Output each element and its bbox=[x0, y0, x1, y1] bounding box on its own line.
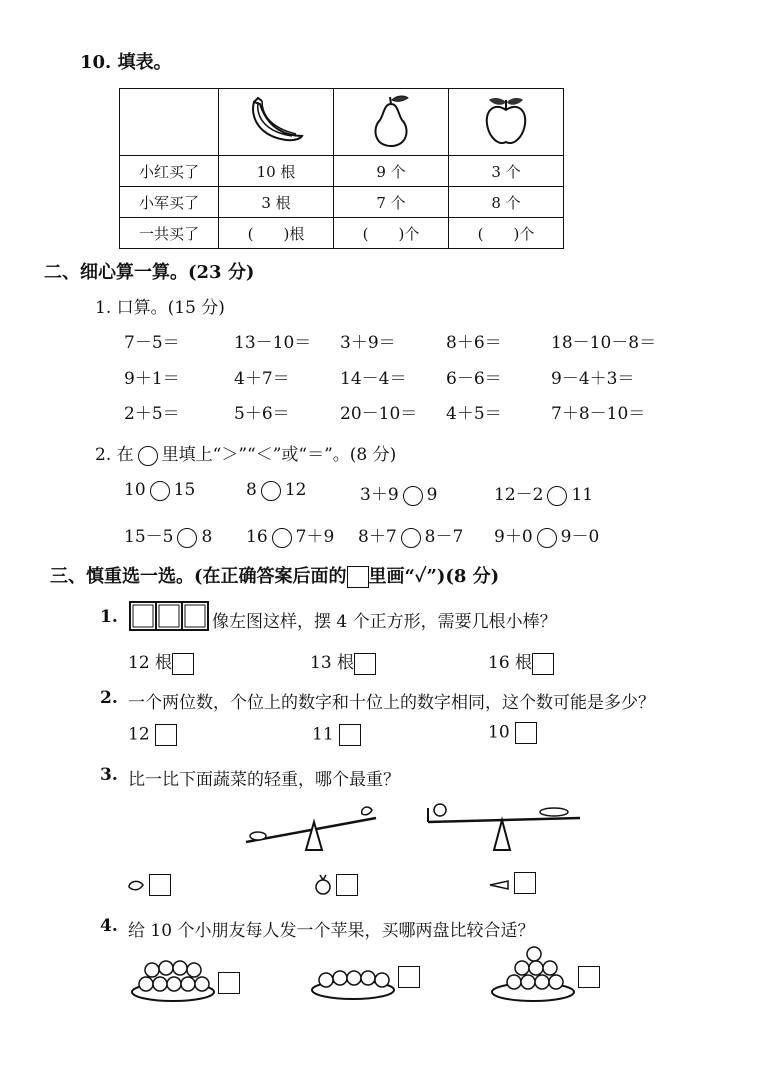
compare-circle[interactable] bbox=[150, 481, 170, 501]
calc-item[interactable]: 13－10＝ bbox=[234, 333, 312, 353]
q4-text: 给 10 个小朋友每人发一个苹果，买哪两盘比较合适？ bbox=[128, 921, 535, 941]
compare-left: 12－2 bbox=[494, 485, 544, 505]
apple-plate-2-icon bbox=[310, 958, 396, 1002]
matchstick-squares-icon bbox=[128, 600, 210, 632]
compare-left: 10 bbox=[124, 480, 146, 500]
compare-left: 8 bbox=[246, 480, 257, 500]
calc-item[interactable]: 9－4＋3＝ bbox=[551, 369, 635, 389]
carrot-icon bbox=[540, 808, 568, 816]
leaf-vegetable-icon bbox=[127, 877, 147, 893]
q1-option bbox=[310, 648, 376, 675]
section3-title bbox=[50, 562, 499, 588]
banana-icon bbox=[246, 96, 306, 148]
option-label: 11 bbox=[312, 724, 334, 745]
answer-pear[interactable]: ( )个 bbox=[334, 218, 449, 249]
answer-box[interactable] bbox=[155, 724, 177, 746]
compare-item bbox=[360, 480, 437, 506]
q2-option bbox=[128, 724, 177, 746]
compare-item bbox=[124, 480, 195, 501]
q10-title: 10. 填表。 bbox=[80, 52, 172, 73]
calc-item[interactable]: 4＋5＝ bbox=[446, 404, 502, 424]
calc-item[interactable]: 4＋7＝ bbox=[234, 369, 290, 389]
answer-box[interactable] bbox=[218, 972, 240, 994]
q1-number: 1. bbox=[100, 607, 118, 627]
q2-option bbox=[312, 724, 361, 746]
option-label: 13 根 bbox=[310, 653, 355, 673]
calc-item[interactable]: 5＋6＝ bbox=[234, 404, 290, 424]
compare-right: 8 bbox=[201, 527, 213, 547]
section3-title-a: 三、慎重选一选。(在正确答案后面的 bbox=[50, 566, 347, 587]
answer-box[interactable] bbox=[578, 966, 600, 988]
seesaw-1-icon bbox=[236, 800, 386, 856]
apple-header bbox=[449, 89, 564, 156]
compare-item bbox=[358, 522, 463, 548]
row-label: 一共买了 bbox=[120, 218, 219, 249]
compare-title-a: 2. 在 bbox=[95, 445, 134, 465]
square-icon bbox=[347, 566, 369, 588]
compare-item bbox=[246, 522, 334, 548]
q3-text: 比一比下面蔬菜的轻重，哪个最重？ bbox=[128, 770, 400, 790]
compare-item bbox=[494, 480, 593, 506]
compare-left: 15－5 bbox=[124, 527, 174, 547]
calc-item[interactable]: 18－10－8＝ bbox=[551, 333, 657, 353]
carrot-icon bbox=[250, 832, 266, 840]
calc-item[interactable]: 9＋1＝ bbox=[124, 369, 180, 389]
compare-circle[interactable] bbox=[537, 528, 557, 548]
cell-banana: 3 根 bbox=[219, 187, 334, 218]
cell-banana: 10 根 bbox=[219, 156, 334, 187]
cell-apple: 3 个 bbox=[449, 156, 564, 187]
compare-right: 11 bbox=[571, 485, 594, 505]
compare-right: 15 bbox=[173, 480, 196, 500]
q2-number: 2. bbox=[100, 688, 118, 708]
calc-item[interactable]: 2＋5＝ bbox=[124, 404, 180, 424]
compare-right: 7＋9 bbox=[295, 527, 335, 547]
q2-text: 一个两位数，个位上的数字和十位上的数字相同，这个数可能是多少？ bbox=[128, 693, 655, 713]
cell-apple: 8 个 bbox=[449, 187, 564, 218]
q1-option bbox=[128, 648, 194, 675]
table-corner bbox=[120, 89, 219, 156]
compare-item bbox=[494, 522, 599, 548]
answer-box[interactable] bbox=[336, 874, 358, 896]
compare-left: 3＋9 bbox=[360, 485, 399, 505]
pear-icon bbox=[366, 94, 416, 150]
calc-item[interactable]: 14－4＝ bbox=[340, 369, 407, 389]
q1-text: 像左图这样，摆 4 个正方形，需要几根小棒？ bbox=[212, 612, 557, 632]
radish-icon bbox=[312, 874, 334, 896]
carrot-icon bbox=[488, 878, 512, 892]
answer-box[interactable] bbox=[339, 724, 361, 746]
option-label: 12 bbox=[128, 724, 150, 745]
apple-icon bbox=[481, 94, 531, 150]
banana-header bbox=[219, 89, 334, 156]
calc-item[interactable]: 7－5＝ bbox=[124, 333, 180, 353]
compare-circle[interactable] bbox=[272, 528, 292, 548]
calc-item[interactable]: 6－6＝ bbox=[446, 369, 502, 389]
answer-box[interactable] bbox=[172, 653, 194, 675]
row-label: 小军买了 bbox=[120, 187, 219, 218]
calc-item[interactable]: 3＋9＝ bbox=[340, 333, 396, 353]
radish-icon bbox=[434, 804, 446, 816]
oral-calc-title: 1. 口算。(15 分) bbox=[95, 298, 225, 318]
compare-right: 8－7 bbox=[424, 527, 464, 547]
fill-table bbox=[119, 88, 564, 249]
q2-option bbox=[488, 722, 537, 744]
answer-box[interactable] bbox=[354, 653, 376, 675]
pear-header bbox=[334, 89, 449, 156]
compare-left: 16 bbox=[246, 527, 268, 547]
circle-icon bbox=[138, 446, 158, 466]
compare-right: 9－0 bbox=[560, 527, 600, 547]
row-label: 小红买了 bbox=[120, 156, 219, 187]
answer-apple[interactable]: ( )个 bbox=[449, 218, 564, 249]
cell-pear: 7 个 bbox=[334, 187, 449, 218]
compare-item bbox=[124, 522, 212, 548]
compare-circle[interactable] bbox=[401, 528, 421, 548]
option-label: 16 根 bbox=[488, 653, 533, 673]
answer-box[interactable] bbox=[515, 722, 537, 744]
apple-plate-1-icon bbox=[130, 954, 216, 1004]
compare-circle[interactable] bbox=[403, 486, 423, 506]
answer-box[interactable] bbox=[398, 966, 420, 988]
compare-left: 9＋0 bbox=[494, 527, 533, 547]
q1-option bbox=[488, 648, 554, 675]
compare-right: 9 bbox=[426, 485, 438, 505]
compare-circle[interactable] bbox=[261, 481, 281, 501]
q3-number: 3. bbox=[100, 765, 118, 785]
compare-item bbox=[246, 480, 306, 501]
option-label: 10 bbox=[488, 722, 510, 743]
compare-title-b: 里填上“＞”“＜”或“＝”。(8 分) bbox=[161, 445, 397, 465]
seesaw-2-icon bbox=[420, 796, 588, 856]
compare-circle[interactable] bbox=[177, 528, 197, 548]
compare-title bbox=[95, 440, 396, 466]
apple-plate-3-icon bbox=[490, 940, 576, 1004]
calc-item[interactable]: 7＋8－10＝ bbox=[551, 404, 646, 424]
calc-item[interactable]: 20－10＝ bbox=[340, 404, 418, 424]
leaf-vegetable-icon bbox=[362, 807, 372, 815]
answer-box[interactable] bbox=[149, 874, 171, 896]
section2-title: 二、细心算一算。(23 分) bbox=[44, 262, 255, 283]
q4-number: 4. bbox=[100, 916, 118, 936]
calc-item[interactable]: 8＋6＝ bbox=[446, 333, 502, 353]
option-label: 12 根 bbox=[128, 653, 173, 673]
compare-left: 8＋7 bbox=[358, 527, 397, 547]
answer-box[interactable] bbox=[514, 872, 536, 894]
compare-circle[interactable] bbox=[547, 486, 567, 506]
section3-title-b: 里画“✓”)(8 分) bbox=[368, 566, 500, 587]
answer-banana[interactable]: ( )根 bbox=[219, 218, 334, 249]
cell-pear: 9 个 bbox=[334, 156, 449, 187]
compare-right: 12 bbox=[284, 480, 307, 500]
answer-box[interactable] bbox=[532, 653, 554, 675]
